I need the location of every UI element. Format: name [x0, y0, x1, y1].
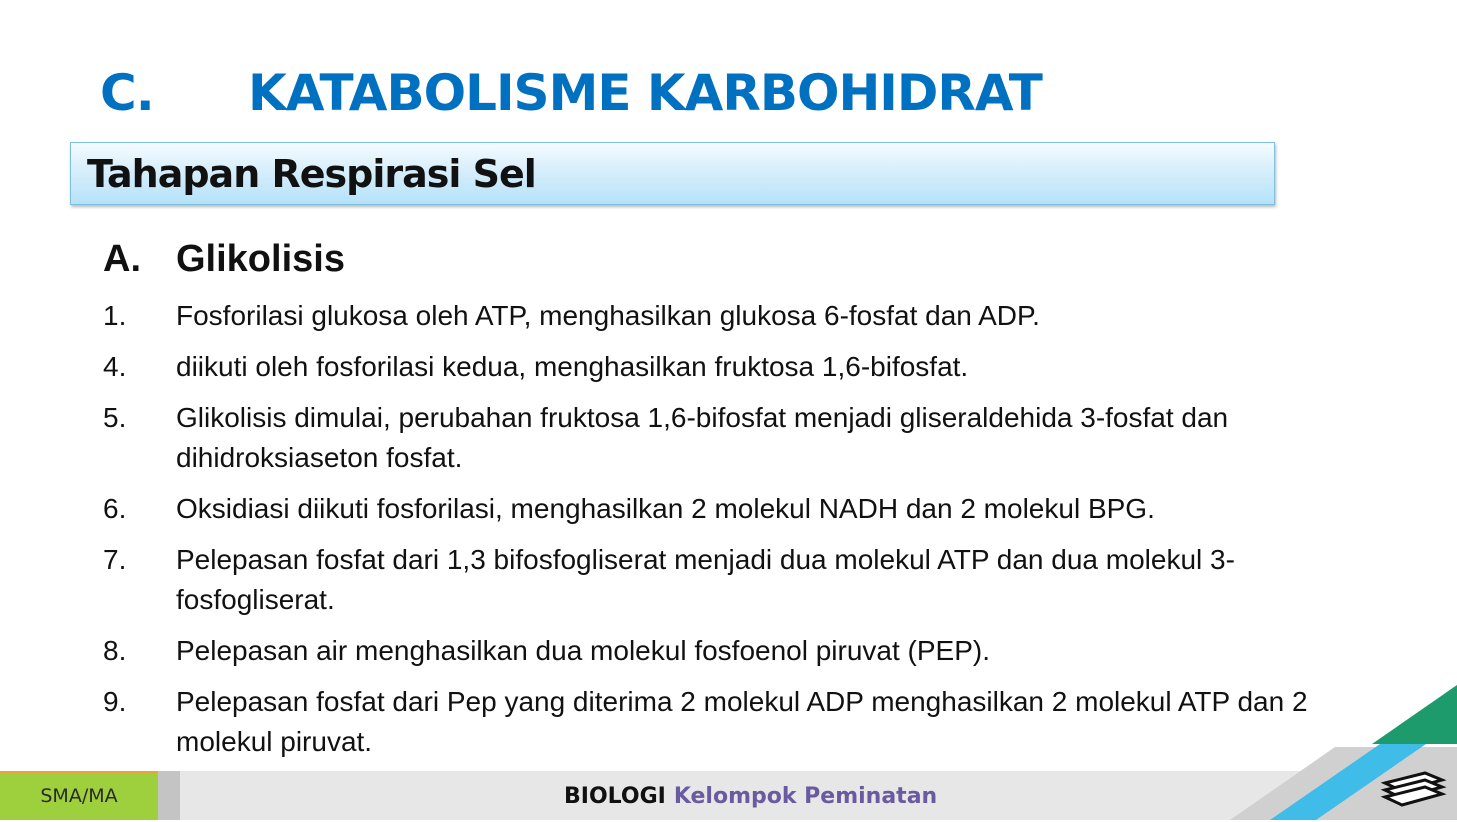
list-item: [103, 398, 1343, 478]
section-heading: [103, 236, 345, 282]
subject-label: [564, 771, 937, 822]
step-text: Pelepasan air menghasilkan dua molekul fosfoenol piruvat (PEP).: [176, 635, 991, 666]
step-text: Fosforilasi glukosa oleh ATP, menghasilkan glukosa 6-fosfat dan ADP.: [176, 300, 1040, 331]
corner-green-stripe: [1372, 685, 1457, 744]
step-number: 6.: [103, 493, 127, 524]
footer-divider: [158, 771, 180, 820]
section-marker: A.: [103, 238, 141, 280]
list-item: [103, 296, 1343, 336]
slide-title: [100, 58, 1042, 128]
title-text: KATABOLISME KARBOHIDRAT: [248, 64, 1042, 122]
step-text: Pelepasan fosfat dari Pep yang diterima 2 molekul ADP menghasilkan 2 molekul ATP dan 2 molekul piruvat.: [176, 686, 1308, 757]
step-number: 4.: [103, 351, 127, 382]
step-number: 7.: [103, 544, 127, 575]
step-number: 8.: [103, 635, 127, 666]
subject-name: BIOLOGI: [564, 784, 666, 809]
step-number: 9.: [103, 686, 127, 717]
section-title: Glikolisis: [176, 238, 345, 280]
list-item: [103, 631, 1343, 671]
level-label: SMA/MA: [0, 771, 158, 820]
step-text: diikuti oleh fosforilasi kedua, menghasilkan fruktosa 1,6-bifosfat.: [176, 351, 969, 382]
step-number: 1.: [103, 300, 127, 331]
title-marker: C.: [100, 64, 154, 122]
subject-group: Kelompok Peminatan: [673, 784, 938, 809]
corner-decoration: [1230, 680, 1457, 820]
list-item: [103, 682, 1343, 762]
step-text: Glikolisis dimulai, perubahan fruktosa 1,6-bifosfat menjadi gliseraldehida 3-fosfat dan dihidroksiaseton fosfat.: [176, 402, 1229, 473]
list-item: [103, 540, 1343, 620]
step-text: Oksidiasi diikuti fosforilasi, menghasilkan 2 molekul NADH dan 2 molekul BPG.: [176, 493, 1155, 524]
list-item: [103, 347, 1343, 387]
subtitle-text: Tahapan Respirasi Sel: [87, 152, 536, 196]
subtitle-banner: [70, 142, 1275, 205]
step-list: [103, 296, 1343, 773]
step-number: 5.: [103, 402, 127, 433]
step-text: Pelepasan fosfat dari 1,3 bifosfogliserat menjadi dua molekul ATP dan dua molekul 3-fosfogliserat.: [176, 544, 1235, 615]
list-item: [103, 489, 1343, 529]
